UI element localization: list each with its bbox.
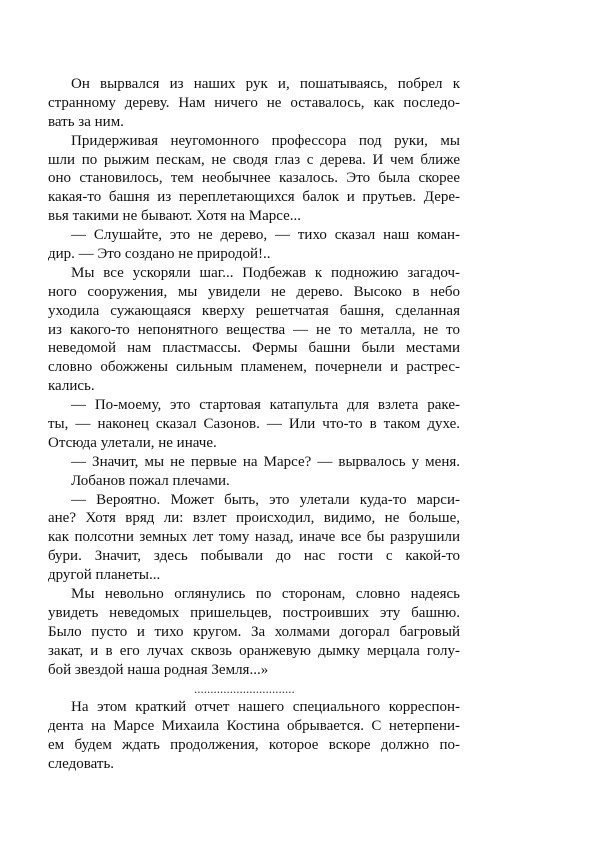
paragraph <box>48 132 460 226</box>
text-line: закат, и в его лучах сквозь оранжевую дымку мерцала голу- <box>48 642 460 659</box>
text-line: Отсюда улетали, не иначе. <box>48 434 217 451</box>
text-line: На этом краткий отчет нашего специального корреспон- <box>71 699 460 716</box>
text-line: следовать. <box>48 756 115 773</box>
text-line: — Слушайте, это не дерево, — тихо сказал наш коман- <box>71 227 460 244</box>
text-line: ем будем ждать продолжения, которое вскоре должно по- <box>48 737 460 754</box>
text-line: словно обожжены сильным пламенем, почернели и растрес- <box>48 359 460 376</box>
body-text <box>48 75 460 774</box>
paragraph <box>48 264 460 396</box>
text-line: бой звездой наша родная Земля...» <box>48 661 269 678</box>
text-line: из какого-то непонятного вещества — не то металла, не то <box>48 321 460 338</box>
text-line: какая-то башня из переплетающихся балок и прутьев. Дере- <box>48 189 460 206</box>
text-line: увидеть неведомых пришельцев, построивших эту башню. <box>48 604 460 621</box>
text-line: вья такими не бывают. Хотя на Марсе... <box>48 208 302 225</box>
text-line: бури. Значит, здесь побывали до нас гости с какой-то <box>48 548 460 565</box>
text-line: странному дереву. Нам ничего не оставалось, как последо- <box>48 94 460 111</box>
text-line: кались. <box>48 378 95 395</box>
section-separator: ............................... <box>194 680 295 696</box>
paragraph <box>48 472 460 491</box>
text-line: дир. — Это создано не природой!.. <box>48 246 271 263</box>
text-line: ного сооружения, мы увидели не дерево. Высоко в небо <box>48 283 460 300</box>
text-line: Мы все ускоряли шаг... Подбежав к подножию загадоч- <box>71 264 460 281</box>
text-line: Мы невольно оглянулись по сторонам, словно надеясь <box>71 586 460 603</box>
text-line: Было пусто и тихо кругом. За холмами догорал багровый <box>48 623 460 640</box>
paragraph <box>48 396 460 453</box>
paragraph <box>48 75 460 132</box>
text-line: — Вероятно. Может быть, это улетали куда-то марси- <box>71 491 460 508</box>
paragraph <box>48 491 460 585</box>
text-line: уходила сужающаяся кверху решетчатая башня, сделанная <box>48 302 460 319</box>
text-line: шли по рыжим пескам, не сводя глаз с дерева. И чем ближе <box>48 151 460 168</box>
text-line: — Значит, мы не первые на Марсе? — вырвалось у меня. <box>71 453 460 470</box>
text-line: ане? Хотя вряд ли: взлет происходил, видимо, не больше, <box>48 510 460 527</box>
text-line: Придерживая неугомонного профессора под руки, мы <box>71 132 460 149</box>
text-line: Он вырвался из наших рук и, пошатываясь, побрел к <box>71 76 460 92</box>
paragraph <box>48 453 460 472</box>
text-line: Лобанов пожал плечами. <box>71 472 230 489</box>
paragraph <box>48 585 460 679</box>
closing-paragraph <box>48 698 460 774</box>
text-line: — По-моему, это стартовая катапульта для взлета раке- <box>71 397 460 414</box>
text-line: как полсотни земных лет тому назад, иначе все бы разрушили <box>48 529 460 546</box>
text-line: другой планеты... <box>48 567 161 584</box>
paragraph <box>48 226 460 264</box>
text-line: дента на Марсе Михаила Костина обрывается. С нетерпени- <box>48 718 460 735</box>
text-line: вать за ним. <box>48 113 124 130</box>
text-line: оно становилось, тем необычнее казалось. Это была скорее <box>48 170 460 187</box>
text-line: неведомой нам пластмассы. Фермы башни были местами <box>48 340 460 357</box>
text-line: ты, — наконец сказал Сазонов. — Или что-то в таком духе. <box>48 416 460 433</box>
